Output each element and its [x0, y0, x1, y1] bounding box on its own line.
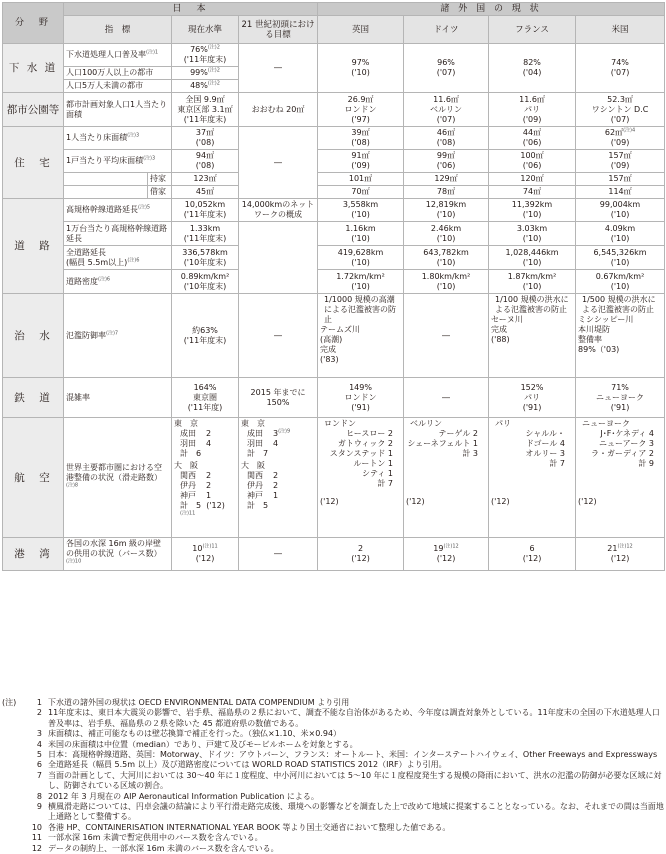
jp-current: 東 京 成田 2 羽田 4 計 6 大 阪 関西 2 伊丹 2 神戸 1 計 5 $('12)^{(注)11}$ — [172, 418, 239, 538]
category-flood: 治 水 — [3, 294, 64, 378]
indicator: 道路密度$^{(注)6}$ — [64, 270, 172, 294]
fr-value: 152% パリ ('91) — [489, 378, 576, 418]
uk-value: 26.9㎡ ロンドン ('97) — [318, 93, 404, 127]
us-value: 114㎡ — [576, 186, 665, 199]
header-foreign: 諸 外 国 の 現 状 — [318, 3, 665, 16]
de-value: ― — [404, 378, 489, 418]
fr-value: 1.87km/km² ('10) — [489, 270, 576, 294]
de-value: 1.80km/km² ('10) — [404, 270, 489, 294]
us-value: 157㎡ — [576, 173, 665, 186]
indicator: 下水道処理人口普及率$^{(注)1}$ — [64, 44, 172, 67]
jp-current: 336,578km ('10年度末) — [172, 246, 239, 270]
footnote: 3 床面積は、補正可能なものは壁芯換算で補正を行った。（独仏×1.10、米×0.94） — [36, 729, 342, 739]
fr-value: 100㎡ ('06) — [489, 150, 576, 173]
footnote: 12 データの制約上、一部水深 16m 未満のバース数を含んでいる。 — [31, 843, 279, 853]
us-value: 4.09km ('10) — [576, 222, 665, 246]
infrastructure-comparison-table — [2, 2, 665, 571]
jp-target-empty — [239, 222, 318, 294]
us-value: 62㎡$^{(注)4}$ ('09) — [576, 127, 665, 150]
indent-spacer — [64, 186, 148, 199]
indicator: 混雑率 — [64, 378, 172, 418]
fr-value: 82% ('04) — [489, 44, 576, 93]
de-value: 643,782km ('10) — [404, 246, 489, 270]
table-row — [3, 173, 665, 186]
us-value: 74% ('07) — [576, 44, 665, 93]
category-port: 港 湾 — [3, 538, 64, 571]
fr-value: パリ シャルル・ ドゴール 4 オルリー 3 計 7 ('12) — [489, 418, 576, 538]
uk-value: 70㎡ — [318, 186, 404, 199]
us-value: 99,004km ('10) — [576, 199, 665, 222]
jp-current: 37㎡ ('08) — [172, 127, 239, 150]
fr-value: 1,028,446km ('10) — [489, 246, 576, 270]
de-value: 78㎡ — [404, 186, 489, 199]
jp-current: 76%$^{(注)2}$ ('11年度末) — [172, 44, 239, 67]
uk-value: 419,628km ('10) — [318, 246, 404, 270]
de-value: 129㎡ — [404, 173, 489, 186]
indicator: 都市計画対象人口1人当たり面積 — [64, 93, 172, 127]
jp-current: 123㎡ — [172, 173, 239, 186]
header-target: 21 世紀初頭における目標 — [239, 16, 318, 44]
uk-value: 97% ('10) — [318, 44, 404, 93]
uk-value: 3,558km ('10) — [318, 199, 404, 222]
indicator: 氾濫防御率$^{(注)7}$ — [64, 294, 172, 378]
header-indicator: 指 標 — [64, 16, 172, 44]
footnote: 11 一部水深 16m 未満で暫定供用中のバース数を含んでいる。 — [31, 833, 263, 843]
de-value: ベルリン テーゲル 2 シェーネフェルト 1 計 3 ('12) — [404, 418, 489, 538]
us-value: 71% ニューヨーク ('91) — [576, 378, 665, 418]
table-row — [3, 246, 665, 270]
header-current: 現在水準 — [172, 16, 239, 44]
jp-target: 2015 年までに 150% — [239, 378, 318, 418]
uk-value: 101㎡ — [318, 173, 404, 186]
us-value: 0.67km/km² ('10) — [576, 270, 665, 294]
uk-value: 39㎡ ('08) — [318, 127, 404, 150]
us-value: 1/500 規模の洪水による氾濫被害の防止 ミシシッピー川 本川堤防 整備率 89%（'03) — [576, 294, 665, 378]
jp-target: 東 京 成田 $3^{(注)9}$ 羽田 4 計 7 大 阪 関西 2 伊丹 2 神戸 1 計 5 — [239, 418, 318, 538]
jp-current: 48%$^{(注)2}$ — [172, 80, 239, 93]
jp-target: ― — [239, 294, 318, 378]
de-value: 46㎡ ('08) — [404, 127, 489, 150]
header-japan: 日 本 — [64, 3, 318, 16]
header-uk: 英国 — [318, 16, 404, 44]
header-us: 米国 — [576, 16, 665, 44]
fr-value: 1/100 規模の洪水による氾濫被害の防止 セーヌ川 完成 ('88) — [489, 294, 576, 378]
uk-value: 91㎡ ('09) — [318, 150, 404, 173]
de-value: ― — [404, 294, 489, 378]
fr-value: 44㎡ ('06) — [489, 127, 576, 150]
category-housing: 住 宅 — [3, 127, 64, 199]
category-roads: 道 路 — [3, 199, 64, 294]
header-fr: フランス — [489, 16, 576, 44]
us-value: 52.3㎡ ワシントン D.C ('07) — [576, 93, 665, 127]
jp-target: ― — [239, 44, 318, 93]
indicator: 1万台当たり高規格幹線道路延長 — [64, 222, 172, 246]
fr-value: 11,392km ('10) — [489, 199, 576, 222]
us-value: 6,545,326km ('10) — [576, 246, 665, 270]
fr-value: 120㎡ — [489, 173, 576, 186]
fr-value: 74㎡ — [489, 186, 576, 199]
table-row — [3, 378, 665, 418]
footnote: 10 各港 HP、CONTAINERISATION INTERNATIONAL YEAR BOOK 等より国土交通省において整理した値である。 — [31, 822, 451, 832]
category-sewer: 下 水 道 — [3, 44, 64, 93]
indicator: 高規格幹線道路延長$^{(注)5}$ — [64, 199, 172, 222]
fr-value: 6 ('12) — [489, 538, 576, 571]
table-row — [3, 222, 665, 246]
us-value: $21^{(注)12}$ ('12) — [576, 538, 665, 571]
table-row — [3, 199, 665, 222]
de-value: 12,819km ('10) — [404, 199, 489, 222]
jp-current: 45㎡ — [172, 186, 239, 199]
footnote: 4 米国の床面積は中位置（median）であり、戸建て及びモービルホームを対象とする。 — [36, 739, 358, 749]
uk-value: 2 ('12) — [318, 538, 404, 571]
jp-target: ― — [239, 538, 318, 571]
jp-current: 94㎡ ('08) — [172, 150, 239, 173]
table-row — [3, 93, 665, 127]
jp-current: 164% 東京圏 ('11年度) — [172, 378, 239, 418]
table-row — [3, 186, 665, 199]
uk-value: 149% ロンドン ('91) — [318, 378, 404, 418]
footnote: 8 2012 年 3 月現在の AIP Aeronautical Information Publication による。 — [36, 791, 319, 801]
footnote: 6 全道路延長（幅員 5.5m 以上）及び道路密度については WORLD ROAD STATISTICS 2012（IRF）より引用。 — [36, 760, 447, 770]
fr-value: 11.6㎡ パリ ('09) — [489, 93, 576, 127]
jp-current: $10^{(注)11}$ ('12) — [172, 538, 239, 571]
jp-target: 14,000kmのネットワークの概成 — [239, 199, 318, 222]
category-rail: 鉄 道 — [3, 378, 64, 418]
indicator: 世界主要都市圏における空港整備の状況（滑走路数）$^{(注)8}$ — [64, 418, 172, 538]
footnote: 7 当面の計画として、大河川においては 30～40 年に１度程度、中小河川においては 5～10 年に１度程度発生する規模の降雨において、洪水の氾濫の防御が必要な区域に対し、防御されている区域の割合。 — [36, 770, 662, 791]
table-row — [3, 127, 665, 150]
indicator: 全道路延長 (幅員 5.5m以上)$^{(注)6}$ — [64, 246, 172, 270]
indicator: 各国の水深 16m 級の岸壁の供用の状況（バース数）$^{(注)10}$ — [64, 538, 172, 571]
category-air: 航 空 — [3, 418, 64, 538]
table-row — [3, 294, 665, 378]
header-de: ドイツ — [404, 16, 489, 44]
footnote: (注) 1 下水道の諸外国の現状は OECD ENVIRONMENTAL DATA COMPENDIUM より引用 — [2, 698, 350, 707]
uk-value: 1.16km ('10) — [318, 222, 404, 246]
jp-current: 1.33km ('11年度末) — [172, 222, 239, 246]
jp-current: 99%$^{(注)2}$ — [172, 67, 239, 80]
fr-value: 3.03km ('10) — [489, 222, 576, 246]
footnote: 9 横風滑走路については、円卓会議の結論により平行滑走路完成後、環境への影響などを調査した上で改めて地域に提案することとなっている。なお、それまでの間は当面地上通路として整備する。 — [36, 802, 664, 822]
uk-value: ロンドン ヒースロー 2 ガトウィック 2 スタンステッド 1 ルートン 1 シティ 1 計 7 ('12) — [318, 418, 404, 538]
table-row — [3, 44, 665, 67]
de-value: 96% ('07) — [404, 44, 489, 93]
header-field: 分 野 — [3, 3, 64, 44]
footnote: 5 日本：高規格幹線道路、英国：Motorway、ドイツ：アウトバーン、フランス：オートルート、米国：インターステートハイウェイ、Other Freeways and Expressways — [36, 750, 658, 760]
table-row — [3, 150, 665, 173]
jp-target: ― — [239, 127, 318, 199]
indicator: 1人当たり床面積$^{(注)3}$ — [64, 127, 172, 150]
table-row — [3, 538, 665, 571]
de-value: $19^{(注)12}$ ('12) — [404, 538, 489, 571]
category-park: 都市公園等 — [3, 93, 64, 127]
table-row — [3, 418, 665, 538]
de-value: 2.46km ('10) — [404, 222, 489, 246]
jp-target: おおむね 20㎡ — [239, 93, 318, 127]
jp-current: 10,052km ('11年度末) — [172, 199, 239, 222]
footnote: 2 11年度末は、東日本大震災の影響で、岩手県、福島県の２県において、調査不能な自治体があるため、今年度は調査対象外としている。11年度末の全国の下水道処理人口普及率は、岩手県、福島県の２県を除いた 45 都道府県の数値である。 — [36, 708, 660, 728]
de-value: 99㎡ ('06) — [404, 150, 489, 173]
table-row — [3, 270, 665, 294]
indicator: 1戸当たり平均床面積$^{(注)3}$ — [64, 150, 172, 173]
indent-spacer — [64, 173, 148, 186]
indicator: 借家 — [148, 186, 172, 199]
uk-value: 1.72km/km² ('10) — [318, 270, 404, 294]
us-value: 157㎡ ('09) — [576, 150, 665, 173]
de-value: 11.6㎡ ベルリン ('07) — [404, 93, 489, 127]
us-value: ニューヨーク J･F･ケネディ 4 ニューアーク 3 ラ・ガーディア 2 計 9 ('12) — [576, 418, 665, 538]
jp-current: 全国 9.9㎡ 東京区部 3.1㎡ ('11年度末) — [172, 93, 239, 127]
indicator: 人口5万人未満の都市 — [64, 80, 172, 93]
footnotes — [2, 698, 664, 854]
uk-value: 1/1000 規模の高潮による氾濫被害の防止 テームズ川 (高潮) 完成 ('83) — [318, 294, 404, 378]
indicator: 人口100万人以上の都市 — [64, 67, 172, 80]
jp-current: 約63% ('11年度末) — [172, 294, 239, 378]
jp-current: 0.89km/km² ('10年度末) — [172, 270, 239, 294]
indicator: 持家 — [148, 173, 172, 186]
